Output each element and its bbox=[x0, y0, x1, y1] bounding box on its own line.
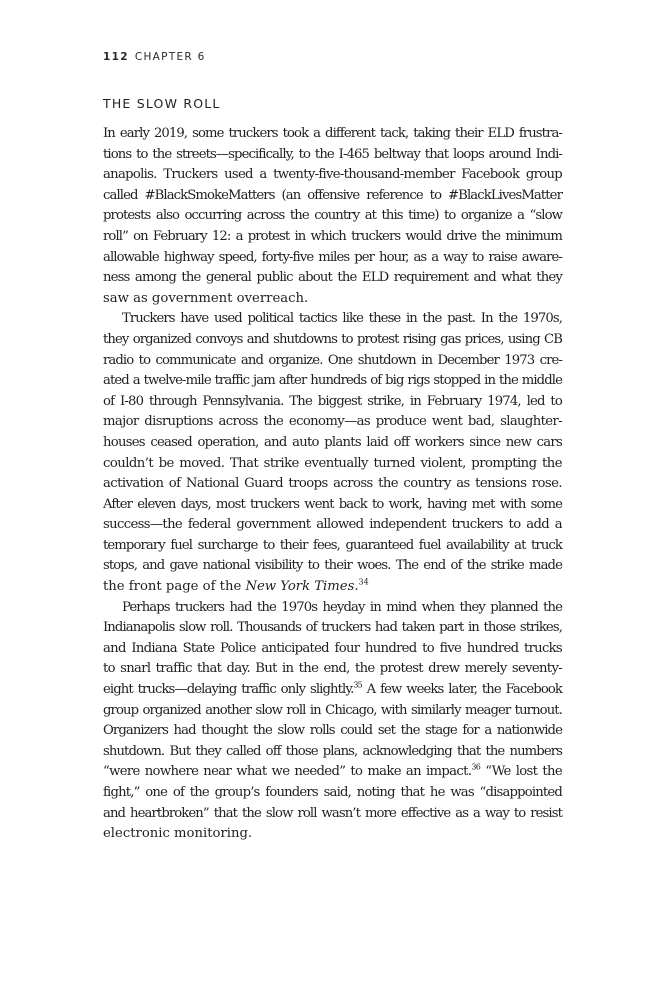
italic-title: New York Times. bbox=[245, 579, 359, 595]
text-line: After eleven days, most truckers went back to work, having met with some bbox=[103, 496, 562, 512]
text-line: Indianapolis slow roll. Thousands of truckers had taken part in those strikes, bbox=[103, 620, 562, 636]
text-line: to snarl traffic that day. But in the end, the protest drew merely seventy- bbox=[103, 661, 562, 677]
text-line bbox=[103, 762, 562, 783]
running-head bbox=[103, 51, 206, 63]
text-line: and heartbroken” that the slow roll wasn’t more effective as a way to resist bbox=[103, 805, 562, 821]
chapter-label: CHAPTER 6 bbox=[134, 51, 206, 63]
text-line: of I-80 through Pennsylvania. The biggest strike, in February 1974, led to bbox=[103, 393, 562, 409]
text-run: the front page of the bbox=[103, 579, 246, 595]
text-line: tions to the streets—specifically, to the I-465 beltway that loops around Indi- bbox=[103, 146, 562, 162]
text-line: major disruptions across the economy—as produce went bad, slaughter- bbox=[103, 414, 562, 430]
footnote-marker: 36 bbox=[471, 763, 481, 773]
text-line: group organized another slow roll in Chicago, with similarly meager turnout. bbox=[103, 702, 562, 718]
text-line: called #BlackSmokeMatters (an offensive reference to #BlackLivesMatter bbox=[103, 187, 562, 203]
text-run: eight trucks—delaying traffic only slightly. bbox=[103, 682, 354, 698]
text-line: ated a twelve-mile traffic jam after hundreds of big rigs stopped in the middle bbox=[103, 373, 562, 389]
text-line: roll” on February 12: a protest in which truckers would drive the minimum bbox=[103, 228, 562, 244]
text-line: stops, and gave national visibility to their woes. The end of the strike made bbox=[103, 558, 562, 574]
text-run: “were nowhere near what we needed” to make an impact. bbox=[103, 764, 472, 780]
text-line: fight,” one of the group’s founders said, noting that he was “disappointed bbox=[103, 785, 562, 800]
text-line: couldn’t be moved. That strike eventually turned violent, prompting the bbox=[103, 455, 562, 471]
text-line: houses ceased operation, and auto plants laid off workers since new cars bbox=[103, 434, 562, 450]
paragraph-3 bbox=[103, 598, 562, 845]
text-line: success—the federal government allowed independent truckers to add a bbox=[103, 517, 562, 533]
text-line: protests also occurring across the country at this time) to organize a “slow bbox=[103, 208, 562, 224]
paragraph-1 bbox=[103, 124, 562, 309]
text-line: saw as government overreach. bbox=[103, 290, 309, 306]
page-number: 112 bbox=[103, 51, 129, 63]
text-line: anapolis. Truckers used a twenty-five-thousand-member Facebook group bbox=[103, 167, 562, 183]
text-line: ness among the general public about the ELD requirement and what they bbox=[103, 270, 562, 286]
body-text bbox=[103, 124, 562, 845]
text-line bbox=[103, 577, 562, 598]
text-line: shutdown. But they called off those plans, acknowledging that the numbers bbox=[103, 743, 562, 759]
text-line: electronic monitoring. bbox=[103, 826, 253, 842]
section-heading: THE SLOW ROLL bbox=[103, 96, 221, 111]
text-line: radio to communicate and organize. One shutdown in December 1973 cre- bbox=[103, 352, 562, 368]
footnote-marker: 35 bbox=[353, 680, 362, 690]
text-line: temporary fuel surcharge to their fees, guaranteed fuel availability at truck bbox=[103, 537, 562, 553]
text-line: allowable highway speed, forty-five miles per hour, as a way to raise aware- bbox=[103, 249, 562, 265]
text-run: “We lost the bbox=[480, 764, 562, 780]
text-line: activation of National Guard troops across the country as tensions rose. bbox=[103, 476, 562, 492]
text-line bbox=[103, 680, 562, 701]
text-run: A few weeks later, the Facebook bbox=[361, 682, 562, 698]
text-line: Organizers had thought the slow rolls could set the stage for a nationwide bbox=[103, 723, 562, 739]
text-line: they organized convoys and shutdowns to protest rising gas prices, using CB bbox=[103, 331, 562, 347]
text-line: Truckers have used political tactics like these in the past. In the 1970s, bbox=[122, 311, 562, 327]
paragraph-2 bbox=[103, 309, 562, 597]
text-line: and Indiana State Police anticipated four hundred to five hundred trucks bbox=[103, 640, 562, 656]
text-line: In early 2019, some truckers took a different tack, taking their ELD frustra- bbox=[103, 126, 562, 141]
footnote-marker: 34 bbox=[358, 577, 369, 587]
text-line: Perhaps truckers had the 1970s heyday in mind when they planned the bbox=[122, 599, 562, 615]
